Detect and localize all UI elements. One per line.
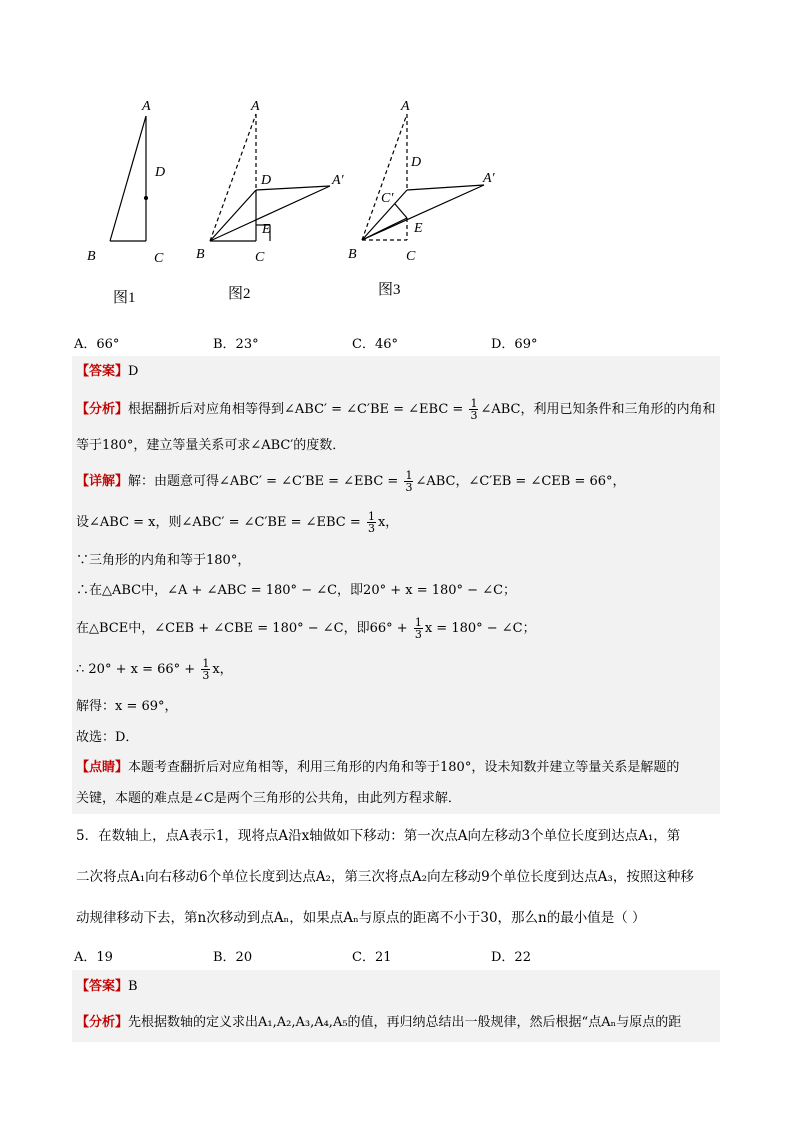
q5-answer-tag: 【答案】 (76, 979, 129, 994)
fraction-one-third: $\frac{1}{3}$ (367, 510, 375, 535)
fig1-point-d (145, 197, 148, 200)
q4-answer-tag: 【答案】 (76, 364, 129, 379)
q4-answer (76, 362, 138, 382)
q5-options (74, 946, 630, 965)
q4-detail-1a: 解：由题意可得∠ABC′ = ∠C′BE = ∠EBC = (128, 474, 399, 489)
q4-detail-line-5 (76, 617, 536, 640)
fig1-label-c: C (154, 251, 164, 266)
fig1-label-d: D (155, 165, 166, 180)
fig2-dashed-ab (210, 114, 256, 241)
figures-svg (70, 88, 550, 318)
figure-3 (362, 114, 484, 240)
fig3-side-be (362, 218, 407, 240)
fig1-side-ab (110, 116, 146, 241)
q4-option-a: A．66° (74, 337, 120, 352)
q4-answer-value: D (128, 364, 139, 379)
fig3-label-cprime: C′ (381, 191, 394, 206)
fig3-label-a: A (401, 99, 410, 114)
q4-comment-line-2: 关键，本题的难点是∠C是两个三角形的公共角，由此列方程求解． (76, 791, 461, 806)
q4-detail-line-7: 解得：x = 69°， (76, 699, 178, 714)
q4-detail-6b: x， (212, 662, 233, 677)
q5-stem-line-3: 动规律移动下去，第n次移动到点Aₙ，如果点Aₙ与原点的距离不小于30，那么n的最小值是（ ） (76, 910, 646, 926)
q4-analysis-line-1 (76, 398, 715, 421)
q5-option-c: C．21 (352, 950, 392, 965)
q4-comment-1: 本题考查翻折后对应角相等，利用三角形的内角和等于180°，设未知数并建立等量关系是解题的 (128, 760, 680, 775)
fig2-label-b: B (196, 247, 205, 262)
q5-option-a: A．19 (74, 950, 113, 965)
q5-stem-line-1: 5．在数轴上，点A表示1，现将点A沿x轴做如下移动：第一次点A向左移动3个单位长度到达点A₁，第 (76, 828, 681, 844)
q4-detail-line-8: 故选：D． (76, 730, 139, 745)
q4-detail-line-1 (76, 470, 626, 493)
q4-comment-tag: 【点睛】 (76, 760, 129, 775)
fig1-label-a: A (142, 99, 151, 114)
q4-analysis-line-2: 等于180°，建立等量关系可求∠ABC′的度数． (76, 438, 346, 453)
figure-1 (110, 116, 148, 241)
q5-option-b: B．20 (213, 950, 253, 965)
q5-analysis-tag: 【分析】 (76, 1015, 129, 1030)
geometry-figures (70, 88, 550, 318)
q4-detail-6a: ∴ 20° + x = 66° + (76, 662, 196, 677)
fig3-side-da (407, 185, 484, 190)
q4-options (74, 333, 630, 352)
q4-detail-5a: 在△BCE中，∠CEB + ∠CBE = 180° − ∠C，即66° + (76, 621, 408, 636)
fig3-label-e: E (414, 221, 423, 236)
q5-answer-value: B (128, 979, 138, 994)
fig3-side-ce (395, 204, 407, 218)
q4-detail-line-4: ∴在△ABC中，∠A + ∠ABC = 180° − ∠C，即20° + x = 180° − ∠C； (76, 583, 517, 598)
fraction-one-third: $\frac{1}{3}$ (405, 469, 413, 494)
q4-option-b: B．23° (213, 337, 259, 352)
fig2-label-d: D (261, 173, 272, 188)
fig2-label-e: E (262, 222, 271, 237)
q5-answer (76, 977, 138, 997)
fig3-label-aprime: A′ (483, 171, 495, 186)
q4-detail-tag: 【详解】 (76, 474, 129, 489)
fig2-caption: 图2 (228, 286, 251, 302)
q4-comment-line-1 (76, 758, 679, 778)
fig3-label-c: C (406, 249, 416, 264)
q4-detail-1b: ∠ABC，∠C′EB = ∠CEB = 66°， (415, 474, 626, 489)
q4-option-c: C．46° (352, 337, 398, 352)
fig3-label-b: B (348, 247, 357, 262)
q4-detail-line-6 (76, 658, 233, 681)
q5-stem-line-2: 二次将点A₁向右移动6个单位长度到达点A₂，第三次将点A₂向左移动9个单位长度到达点A₃，按照这种移 (76, 869, 694, 885)
fig2-side-bd (210, 190, 256, 241)
q4-detail-5b: x = 180° − ∠C； (424, 621, 536, 636)
q4-analysis-1b: ∠ABC，利用已知条件和三角形的内角和 (480, 402, 716, 417)
q4-detail-line-2 (76, 511, 398, 534)
q4-analysis-tag: 【分析】 (76, 402, 129, 417)
fig2-label-a: A (251, 99, 260, 114)
q4-detail-2b: x， (377, 515, 399, 530)
q4-analysis-1a: 根据翻折后对应角相等得到∠ABC′ = ∠C′BE = ∠EBC = (128, 402, 464, 417)
q5-analysis-1: 先根据数轴的定义求出A₁,A₂,A₃,A₄,A₅的值，再归纳总结出一般规律，然后根据“点Aₙ与原点的距 (128, 1015, 682, 1030)
fraction-one-third: $\frac{1}{3}$ (470, 397, 478, 422)
fig2-label-aprime: A′ (332, 173, 344, 188)
q4-detail-line-3: ∵三角形的内角和等于180°， (76, 553, 251, 568)
fig1-caption: 图1 (113, 290, 136, 306)
fig3-caption: 图3 (378, 282, 401, 298)
q4-option-d: D．69° (491, 337, 538, 352)
q4-detail-2a: 设∠ABC = x，则∠ABC′ = ∠C′BE = ∠EBC = (76, 515, 361, 530)
fraction-one-third: $\frac{1}{3}$ (414, 616, 422, 641)
fig1-label-b: B (87, 249, 96, 264)
fig2-label-c: C (255, 250, 265, 265)
q5-analysis-line-1 (76, 1013, 681, 1033)
q5-option-d: D．22 (491, 950, 531, 965)
fraction-one-third: $\frac{1}{3}$ (202, 657, 210, 682)
fig3-label-d: D (411, 155, 422, 170)
